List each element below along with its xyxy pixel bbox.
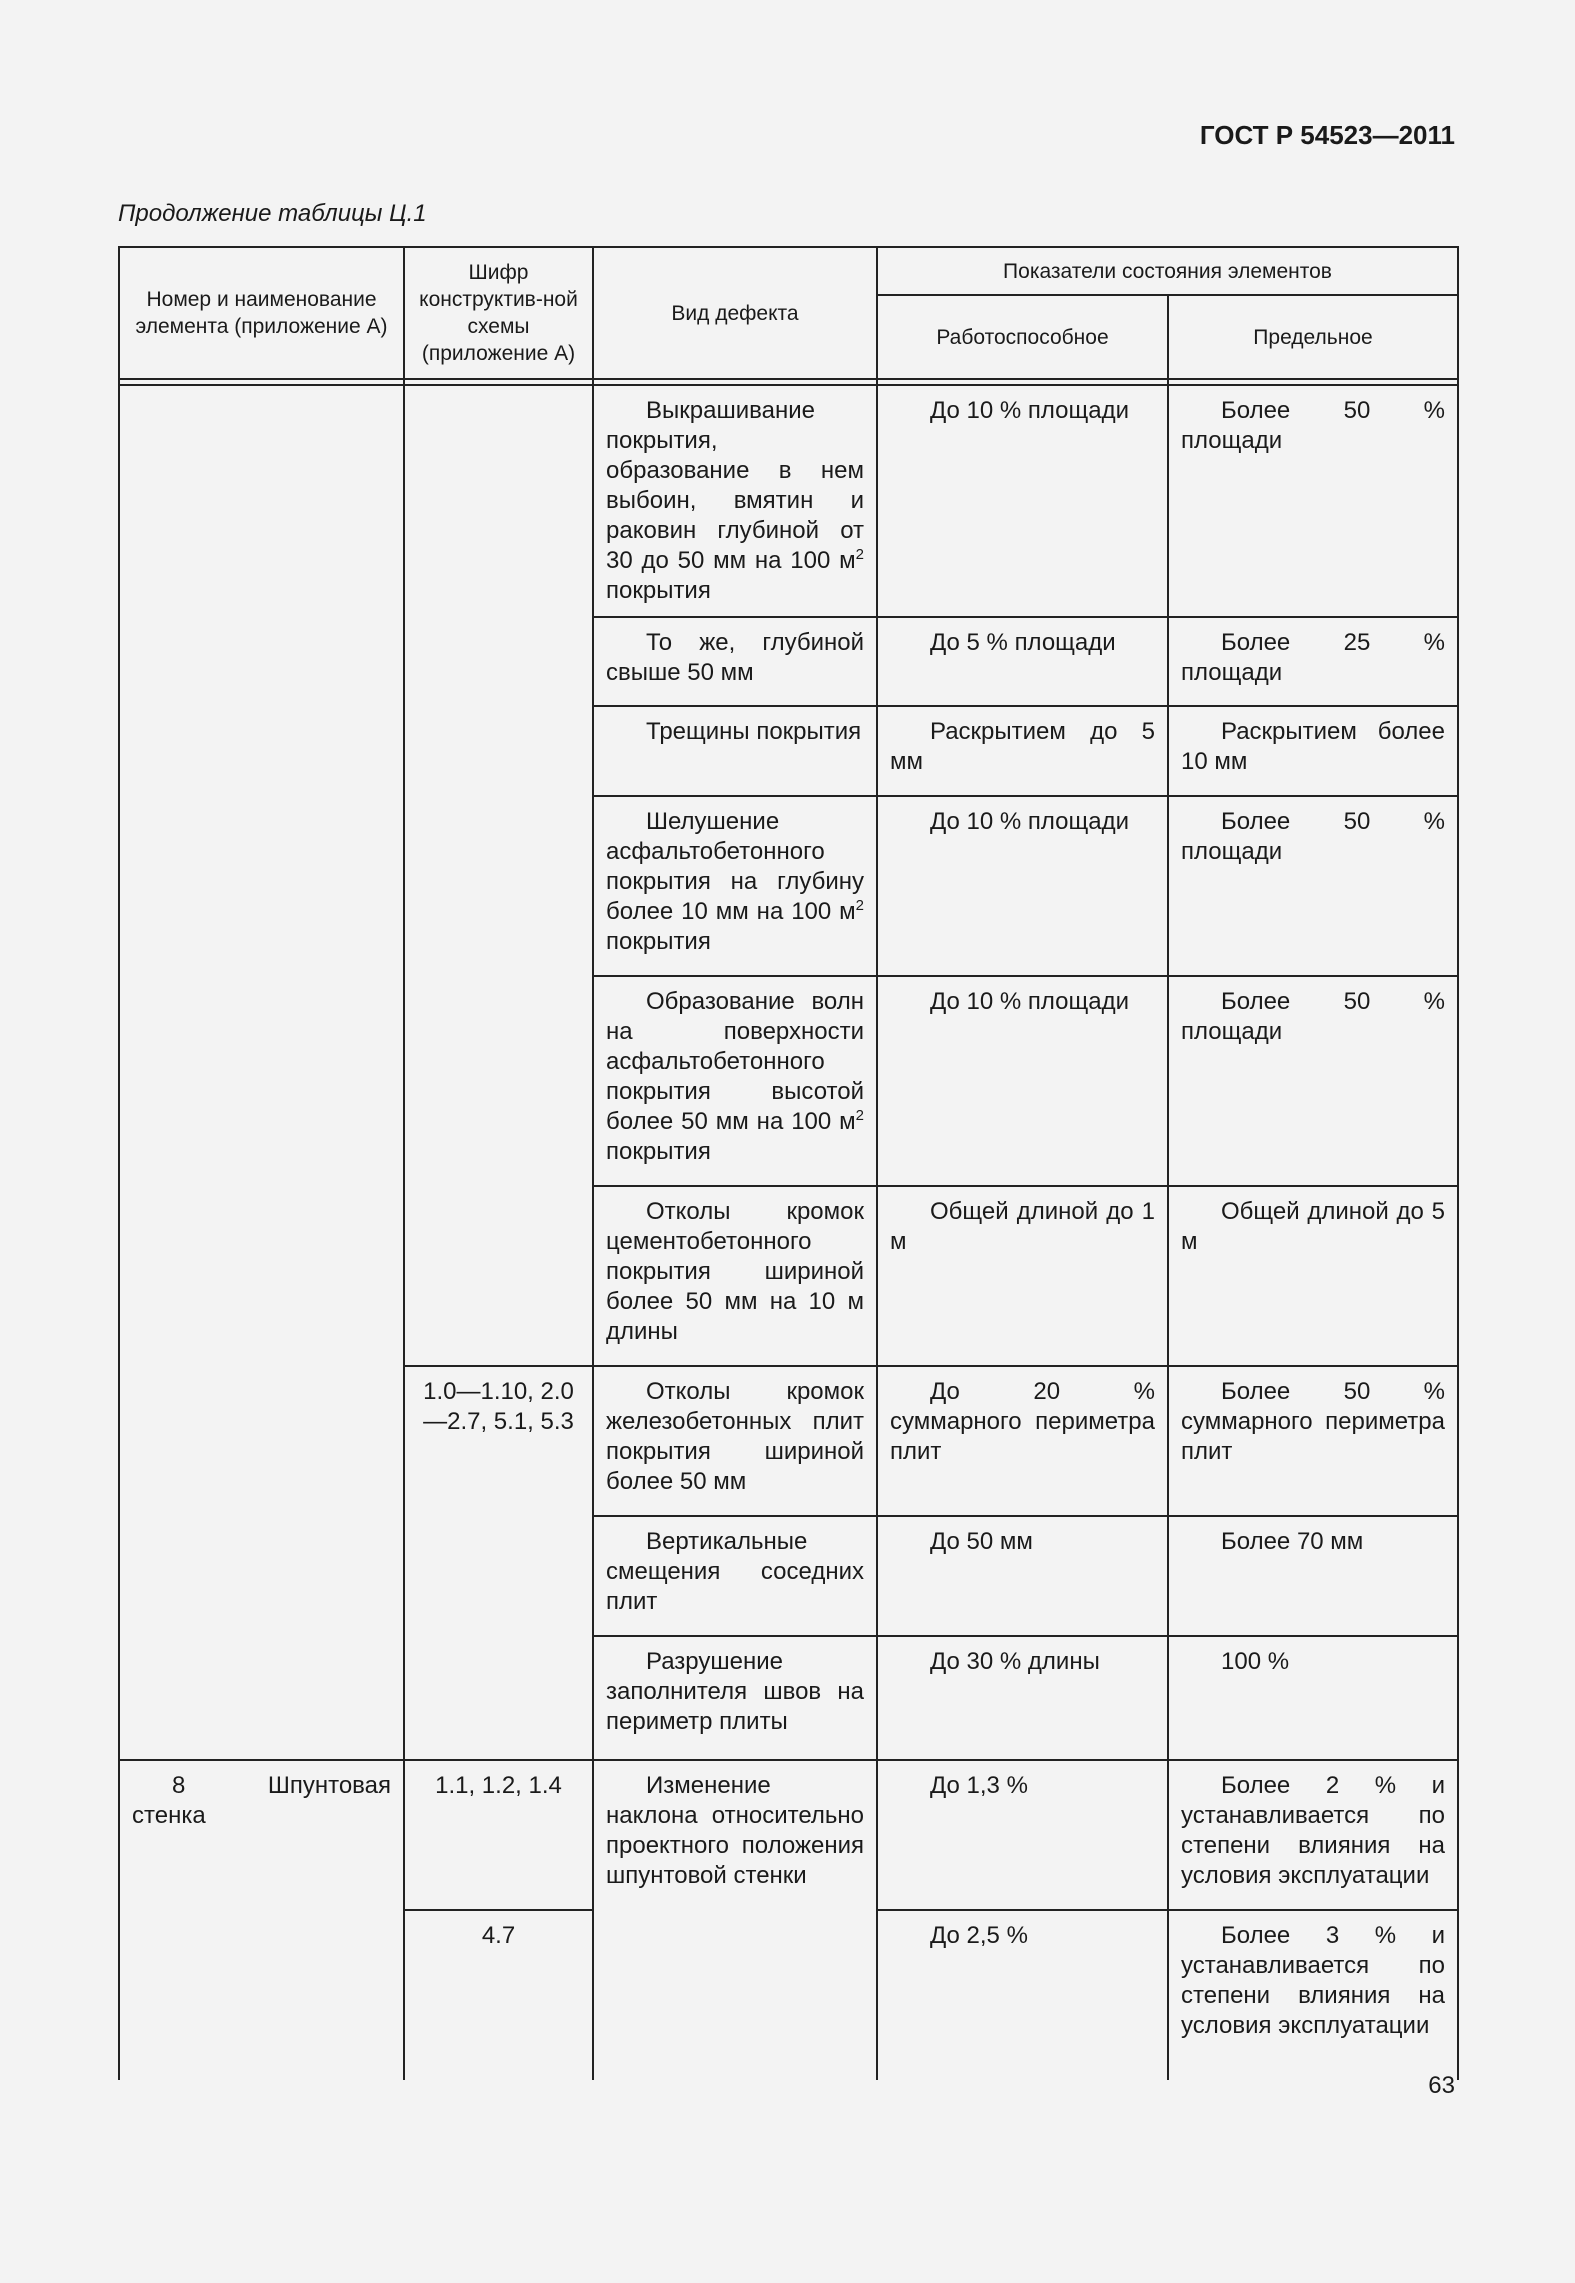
document-id: ГОСТ Р 54523—2011 — [1199, 120, 1455, 150]
table-row — [119, 385, 1458, 617]
limit-cell: Раскрытием более 10 мм — [1168, 706, 1458, 796]
table-caption: Продолжение таблицы Ц.1 — [118, 200, 427, 227]
limit-cell: Более 50 % суммарного периметра плит — [1168, 1366, 1458, 1516]
limit-cell: Более 2 % и устанавливается по степени влияния на условия эксплуатации — [1168, 1760, 1458, 1910]
header-limit: Предельное — [1168, 295, 1458, 379]
code-cell: 1.0—1.10, 2.0—2.7, 5.1, 5.3 — [404, 1366, 593, 1760]
table-row — [119, 1760, 1458, 1910]
limit-cell: Более 70 мм — [1168, 1516, 1458, 1636]
workable-cell: До 5 % площади — [877, 617, 1168, 706]
header-code: Шифр конструктив-ной схемы (приложение А) — [404, 247, 593, 379]
code-cell — [404, 385, 593, 1366]
defect-cell: Вертикальные смещения соседних плит — [593, 1516, 877, 1636]
defect-cell: Изменение наклона относительно проектного положения шпунтовой стенки — [593, 1760, 877, 2080]
limit-cell: 100 % — [1168, 1636, 1458, 1760]
workable-cell: Раскрытием до 5 мм — [877, 706, 1168, 796]
header-defect: Вид дефекта — [593, 247, 877, 379]
code-cell: 4.7 — [404, 1910, 593, 2080]
element-cell: 8 Шпунтовая стенка — [119, 1760, 404, 2080]
workable-cell: До 10 % площади — [877, 385, 1168, 617]
defect-cell: Шелушение асфальтобетонного покрытия на глубину более 10 мм на 100 $м^2$ покрытия — [593, 796, 877, 976]
limit-cell: Более 50 % площади — [1168, 976, 1458, 1186]
workable-cell: До 50 мм — [877, 1516, 1168, 1636]
workable-cell: До 1,3 % — [877, 1760, 1168, 1910]
limit-cell: Более 50 % площади — [1168, 385, 1458, 617]
limit-cell: Более 25 % площади — [1168, 617, 1458, 706]
defect-cell: Трещины покрытия — [593, 706, 877, 796]
defect-cell: Отколы кромок железобетонных плит покрытия шириной более 50 мм — [593, 1366, 877, 1516]
header-indicators: Показатели состояния элементов — [877, 247, 1458, 295]
limit-cell: Более 3 % и устанавливается по степени влияния на условия эксплуатации — [1168, 1910, 1458, 2080]
workable-cell: До 20 % суммарного периметра плит — [877, 1366, 1168, 1516]
page-number: 63 — [1428, 2072, 1455, 2099]
header-workable: Работоспособное — [877, 295, 1168, 379]
defect-cell: Образование волн на поверхности асфальтобетонного покрытия высотой более 50 мм на 100 $м^2$ покрытия — [593, 976, 877, 1186]
workable-cell: До 10 % площади — [877, 976, 1168, 1186]
limit-cell: Общей длиной до 5 м — [1168, 1186, 1458, 1366]
defect-cell: То же, глубиной свыше 50 мм — [593, 617, 877, 706]
workable-cell: До 30 % длины — [877, 1636, 1168, 1760]
workable-cell: Общей длиной до 1 м — [877, 1186, 1168, 1366]
header-element: Номер и наименование элемента (приложение А) — [119, 247, 404, 379]
element-cell — [119, 385, 404, 1760]
workable-cell: До 10 % площади — [877, 796, 1168, 976]
defects-table — [118, 246, 1459, 2080]
workable-cell: До 2,5 % — [877, 1910, 1168, 2080]
code-cell: 1.1, 1.2, 1.4 — [404, 1760, 593, 1910]
defect-cell: Выкрашивание покрытия, образование в нем выбоин, вмятин и раковин глубиной от 30 до 50 мм на 100 $м^2$ покрытия — [593, 385, 877, 617]
limit-cell: Более 50 % площади — [1168, 796, 1458, 976]
defect-cell: Отколы кромок цементобетонного покрытия шириной более 50 мм на 10 м длины — [593, 1186, 877, 1366]
defect-cell: Разрушение заполнителя швов на периметр плиты — [593, 1636, 877, 1760]
